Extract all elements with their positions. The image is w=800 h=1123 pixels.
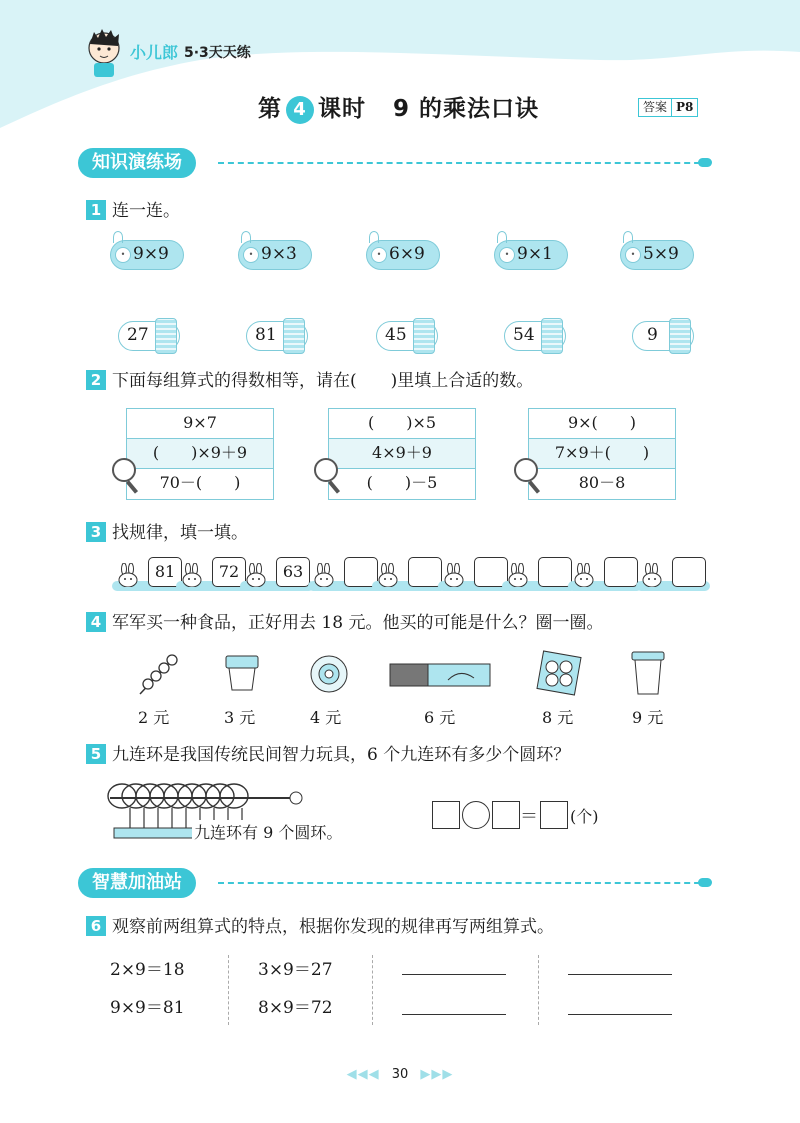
question-number: 2 [86, 370, 106, 390]
price-label: 8 元 [542, 708, 574, 727]
candied-skewer-icon [136, 652, 180, 698]
bug-card[interactable]: • 9×1 [494, 240, 568, 270]
page-footer [0, 1067, 800, 1082]
question-number: 3 [86, 522, 106, 542]
sequence-item [176, 557, 250, 591]
answer-label: 答案 [643, 100, 668, 114]
answer-box[interactable] [540, 801, 568, 829]
rabbit-icon [376, 563, 404, 587]
answer-line[interactable] [568, 974, 672, 975]
answer-value: 27 [127, 325, 149, 345]
equation-cell[interactable]: 80－8 [578, 473, 626, 492]
equation-cell[interactable]: 70－( ) [159, 473, 241, 492]
section-divider [218, 882, 710, 884]
sequence-item [502, 557, 576, 591]
question-number: 1 [86, 200, 106, 220]
column-divider [228, 955, 229, 1025]
sequence-item [438, 557, 512, 591]
sequence-box[interactable] [672, 557, 706, 587]
spool-icon [155, 318, 177, 354]
bug-card[interactable]: • 5×9 [620, 240, 694, 270]
answer-line[interactable] [568, 1014, 672, 1015]
question-text: 连一连。 [112, 201, 180, 221]
magnifier-icon [314, 458, 338, 482]
price-label: 6 元 [424, 708, 456, 727]
bug-card[interactable]: • 9×3 [238, 240, 312, 270]
equation: 3×9＝27 [258, 960, 333, 980]
section-divider [218, 162, 710, 164]
answer-value: 9 [647, 325, 658, 345]
question-text: 找规律，填一填。 [112, 523, 248, 543]
sequence-box[interactable] [604, 557, 638, 587]
unit-label: (个) [570, 807, 599, 826]
spool-card[interactable] [246, 321, 308, 351]
equation: 9×9＝81 [110, 998, 185, 1018]
rabbit-icon [180, 563, 208, 587]
page-number: 30 [391, 1067, 409, 1082]
bug-card[interactable]: • 6×9 [366, 240, 440, 270]
question-number: 4 [86, 612, 106, 632]
spool-icon [283, 318, 305, 354]
answer-box[interactable] [492, 801, 520, 829]
page-title [258, 90, 539, 124]
magnifier-icon [514, 458, 538, 482]
equation-cell[interactable]: ( )－5 [366, 473, 438, 492]
equation: 2×9＝18 [110, 960, 185, 980]
rabbit-icon [442, 563, 470, 587]
spool-icon [541, 318, 563, 354]
section-practice [78, 148, 718, 178]
equation-group [528, 408, 676, 500]
answer-value: 81 [255, 325, 277, 345]
price-label: 3 元 [224, 708, 256, 727]
equation-cell[interactable]: ( )×9＋9 [127, 439, 273, 469]
answer-box[interactable] [432, 801, 460, 829]
rabbit-icon [312, 563, 340, 587]
answer-value: 45 [385, 325, 407, 345]
equation-cell[interactable]: ( )×5 [329, 409, 475, 439]
equation-group [126, 408, 274, 500]
sequence-item [568, 557, 642, 591]
equation-cell[interactable]: 9×( ) [529, 409, 675, 439]
left-arrows-icon: ◀◀◀ [346, 1067, 380, 1082]
column-divider [538, 955, 539, 1025]
equation-cell[interactable]: 4×9＋9 [329, 439, 475, 469]
equals-sign: ＝ [520, 806, 538, 827]
mascot-boy-icon [84, 26, 124, 78]
expression: 9×3 [261, 244, 297, 264]
question-number: 5 [86, 744, 106, 764]
price-label: 4 元 [310, 708, 342, 727]
answer-line[interactable] [402, 1014, 506, 1015]
lesson-number: 4 [286, 96, 314, 124]
sequence-box[interactable]: 63 [276, 557, 310, 587]
rings-caption: 九连环有 9 个圆环。 [192, 820, 344, 843]
sequence-item [372, 557, 446, 591]
equation: 8×9＝72 [258, 998, 333, 1018]
pencil-icon [698, 158, 712, 167]
magnifier-icon [112, 458, 136, 482]
expression: 5×9 [643, 244, 679, 264]
sequence-box[interactable]: 72 [212, 557, 246, 587]
drink-cup-icon [628, 650, 668, 696]
question-text: 下面每组算式的得数相等，请在( )里填上合适的数。 [112, 371, 534, 391]
answer-value: 54 [513, 325, 535, 345]
brand-name: 小儿郎 [130, 43, 179, 62]
equation-cell[interactable]: 9×7 [127, 409, 273, 439]
expression: 9×1 [517, 244, 553, 264]
chocolate-bar-icon [388, 660, 492, 690]
sequence-box[interactable]: 81 [148, 557, 182, 587]
expression: 6×9 [389, 244, 425, 264]
sequence-item [112, 557, 186, 591]
spool-card[interactable] [504, 321, 566, 351]
operator-circle[interactable] [462, 801, 490, 829]
title-prefix: 第 [258, 96, 282, 122]
column-divider [372, 955, 373, 1025]
pencil-icon [698, 878, 712, 887]
spool-icon [413, 318, 435, 354]
bug-card[interactable]: • 9×9 [110, 240, 184, 270]
rabbit-icon [640, 563, 668, 587]
price-label: 2 元 [138, 708, 170, 727]
mooncake-icon [306, 652, 352, 696]
section-title: 知识演练场 [78, 148, 196, 178]
rabbit-icon [244, 563, 272, 587]
series-name: 5·3天天练 [184, 45, 251, 61]
sequence-box[interactable] [538, 557, 572, 587]
question-text: 军军买一种食品，正好用去 18 元。他买的可能是什么？圈一圈。 [112, 613, 604, 633]
spool-card[interactable] [632, 321, 694, 351]
spool-icon [669, 318, 691, 354]
answer-tag[interactable] [638, 98, 698, 117]
question-number: 6 [86, 916, 106, 936]
title-suffix: 课时 [318, 96, 366, 122]
yogurt-cup-icon [222, 654, 262, 694]
question-text: 九连环是我国传统民间智力玩具，6 个九连环有多少个圆环？ [112, 745, 571, 765]
answer-page: P8 [671, 99, 697, 116]
question-text: 观察前两组算式的特点，根据你发现的规律再写两组算式。 [112, 917, 554, 937]
title-topic: 9 的乘法口诀 [393, 96, 540, 122]
equation-cell[interactable]: 7×9＋( ) [529, 439, 675, 469]
sequence-item [636, 557, 710, 591]
answer-line[interactable] [402, 974, 506, 975]
rabbit-icon [572, 563, 600, 587]
section-title: 智慧加油站 [78, 868, 196, 898]
chocolate-box-icon [534, 648, 584, 698]
rabbit-icon [116, 563, 144, 587]
equation-group [328, 408, 476, 500]
spool-card[interactable] [376, 321, 438, 351]
rabbit-icon [506, 563, 534, 587]
sequence-box[interactable] [408, 557, 442, 587]
expression: 9×9 [133, 244, 169, 264]
price-label: 9 元 [632, 708, 664, 727]
sequence-item [308, 557, 382, 591]
sequence-item [240, 557, 314, 591]
spool-card[interactable] [118, 321, 180, 351]
right-arrows-icon: ▶▶▶ [420, 1067, 454, 1082]
section-challenge [78, 868, 718, 898]
